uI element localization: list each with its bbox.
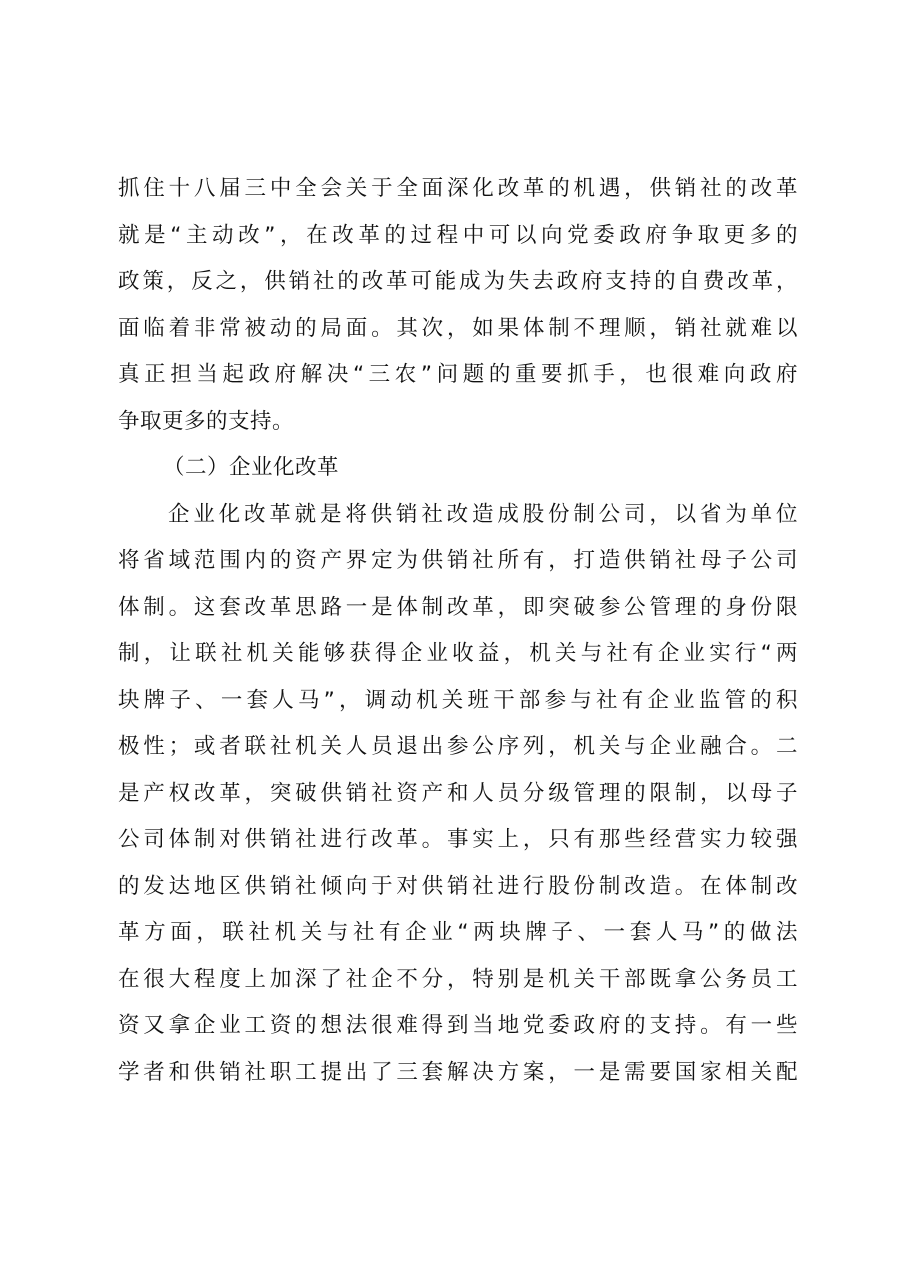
text-line: 资又拿企业工资的想法很难得到当地党委政府的支持。有一些 <box>118 1013 798 1038</box>
text-line: 政策，反之，供销社的改革可能成为失去政府支持的自费改革， <box>118 269 798 294</box>
text-line: 抓住十八届三中全会关于全面深化改革的机遇，供销社的改革 <box>118 176 798 201</box>
text-line: 将省域范围内的资产界定为供销社所有，打造供销社母子公司 <box>118 548 798 573</box>
text-line: 在很大程度上加深了社企不分，特别是机关干部既拿公务员工 <box>118 966 798 992</box>
text-line: 学者和供销社职工提出了三套解决方案，一是需要国家相关配 <box>118 1059 798 1085</box>
text-line: 争取更多的支持。 <box>118 408 295 434</box>
text-line: 极性；或者联社机关人员退出参公序列，机关与企业融合。二 <box>118 734 798 759</box>
text-line: 公司体制对供销社进行改革。事实上，只有那些经营实力较强 <box>118 827 798 852</box>
text-line: 真正担当起政府解决“三农”问题的重要抓手，也很难向政府 <box>118 362 798 387</box>
text-line: 面临着非常被动的局面。其次，如果体制不理顺，销社就难以 <box>118 315 798 341</box>
text-line: 企业化改革就是将供销社改造成股份制公司，以省为单位 <box>168 501 798 527</box>
section-heading: （二）企业化改革 <box>163 455 340 480</box>
text-line: 块牌子、一套人马”，调动机关班干部参与社有企业监管的积 <box>118 687 798 713</box>
text-line: 是产权改革，突破供销社资产和人员分级管理的限制，以母子 <box>118 780 798 806</box>
text-line: 的发达地区供销社倾向于对供销社进行股份制改造。在体制改 <box>118 873 798 899</box>
text-line: 体制。这套改革思路一是体制改革，即突破参公管理的身份限 <box>118 594 798 620</box>
text-line: 制，让联社机关能够获得企业收益，机关与社有企业实行“两 <box>118 641 798 666</box>
text-line: 就是“主动改”，在改革的过程中可以向党委政府争取更多的 <box>118 222 798 248</box>
body-text <box>118 166 798 1096</box>
text-line: 革方面，联社机关与社有企业“两块牌子、一套人马”的做法 <box>118 920 798 945</box>
